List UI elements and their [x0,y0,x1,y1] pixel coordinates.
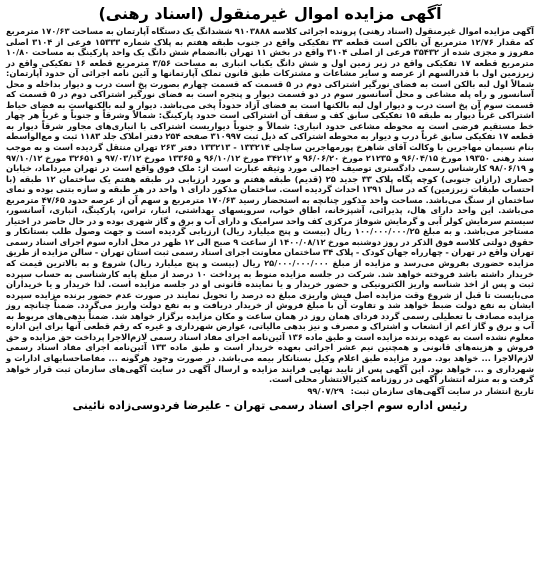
publish-line [6,386,534,397]
signature-line: رئیس اداره سوم اجرای اسناد رسمی تهران - علیرضا فردوسی‌زاده نائینی [72,398,468,412]
notice-footer [6,386,534,413]
notice-body: آگهی مزایده اموال غیرمنقول (اسناد رهنی) پرونده اجرائی کلاسه ۹۱۰۳۸۸۸ ششدانگ یک دستگاه آپارتمان به مساحت ۱۷۰/۶۳ مترمربع که مقدار ۱۲/۷۶ مترمربع آن بالکن است قطعه ۳۳ تفکیکی واقع در جنوب طبقه هفتم به پلاک شماره ۱۵۳۳۳ فرعی از ۳۱۰۴ اصلی مفروز و مجزی شده از ۳۵۴۳۲ فرعی از اصلی ۳۱۰۴ واقع در بخش ۱۱ تهران باانضمام شش دانگ یک واحد پارکینگ به مساحت ۱۰/۸۰ مترمربع قطعه ۱۷ تفکیکی واقع در زیر زمین اول و شش دانگ یکباب انباری به مساحت ۳/۵۶ مترمربع قطعه ۱۶ تفکیکی واقع در زیرزمین اول با قدرالسهم از عرصه و سایر مشاعات و مشترکات طبق قانون تملک آپارتمانها و آئین نامه اجرائی آن حدود آپارتمان: شمالاً اول لبه بالکن است به فضای نورگیر اشتراکی دوم در ۵ قسمت که قسمت چهارم بصورت پخ است درب و دیوار بداخله و محل آسانسور و راه پله مشاعی و محل آسانسور سوم در دو قسمت دیوار و پنجره است به فضای نورگیر اشتراکی دوم در ۵ قسمت که قسمت سوم آن پخ است درب و دیوار اول لبه بالکنها است به فضای آزاد حدوداً پخی می‌باشد. دیوار و لبه بالکنهاست به فضای حیاط اشتراکی غرباً دیوار به طبقه ۱۵ تفکیکی سابق کف و سقف آن اشتراکی است حدود پارکینگ: شمالاً وشرقاً و جنوباً و غرباً هر چهار خط مستقیم فرضی است به محوطه مشاعی حدود انباری: شمالاً و جنوباً دیواریست اشتراکی با انباری‌های مجاور شرقاً دیوار به قطعه ۱۷ تفکیکی سابق غرباً درب و دیوار به محوطه اشتراکی که ذیل ثبت ۳۱۰۹۹۷ صفحه ۲۵۴ دفتر املاک جلد ۱۱۸۳ ثبت و مع‌الواسطه بنام نسیمان مهاجرین با وکالت آقای شاهرخ پورمهاجرین ساچلی ۱۳۳۲۱۴ - ۱۳۳۲۱۳ دفتر ۲۶۳ تهران منتقل گردیده است و به موجب سند رهنی ۱۹۳۵۰ مورخ ۹۶/۰۴/۱۵ و ۲۱۲۳۵ مورخ ۹۶/۰۶/۲۰ و ۳۴۲۱۲ مورخ ۹۶/۱۰/۱۲ و ۱۳۳۶۵ مورخ ۹۷/۰۳/۱۲ و ۳۲۶۵۱ مورخ ۹۷/۱۰/۱۲ و ۹۸/۰۶/۱۹ کارشناس رسمی دادگستری توصیف اجمالی مورد وثیقه عبارت است از: ملک فوق واقع است در تهران میرداماد، خیابان حصاری (رازان جنوبی) کوچه پگاه پلاک ۳۳ جدید ۲۵ (قدیم) طبقه هفتم و مورد ارزیابی در طبقه هفتم یک ساختمان ۱۲ طبقه (با احتساب طبقات زیرزمین) که در سال ۱۳۹۱ احداث گردیده است. ساختمان مذکور دارای ۱ واحد در هر طبقه و سازه بتنی بوده و نمای ساختمان از سنگ می‌باشد. مساحت واحد مذکور چنانچه به استحضار رسید ۱۷۰/۶۳ مترمربع و سهم آن از عرصه حدود ۴۷/۶۵ مترمربع می‌باشد. این واحد دارای هال، پذیرائی، آشپزخانه، اطاق خواب، سرویسهای بهداشتی، انبار، تراس، پارکینگ، انباری، آسانسور، سیستم سرمایش کولر آبی و گرمایش شوفاژ مرکزی کف واحد سرامیک و دارای آب و برق و گاز شهری بوده و در حال حاضر در اختیار مستاجر می‌باشد. و به مبلغ ۱۰۰/۰۰۰/۰۰۰/۲۵ ریال (بیست و پنج میلیارد ریال) ارزیابی گردیده است و جهت وصول طلب بستانکار و حقوق دولتی کلاسه فوق الذکر در روز دوشنبه مورخ ۱۴۰۰/۰۸/۱۲ از ساعت ۹ صبح الی ۱۲ ظهر در محل اداره سوم اجرای اسناد رسمی تهران واقع در تهران - چهارراه جهان کودک - پلاک ۳۴ ساختمان معاونت اجرای اسناد رسمی ثبت استان تهران - سالن مزایده از طریق مزایده حضوری بفروش می‌رسد و مزایده از مبلغ ۲۵/۰۰۰/۰۰۰/۰۰۰ ریال (بیست و پنج میلیارد ریال) شروع و به بالاترین قیمت که خریدار داشته باشد فروخته خواهد شد. شرکت در جلسه مزایده منوط به پرداخت ۱۰ درصد از مبلغ پایه کارشناسی به حساب سپرده ثبت و پس از اخذ شناسه واریز الکترونیکی و حضور خریدار و یا نماینده قانونی او در جلسه مزایده است. لذا خریدار و یا خریداران می‌بایست تا قبل از شروع وقت مزایده اصل فیش واریزی مبلغ ده درصد را تحویل نمایند در صورت عدم حضور برنده مزایده سپرده ایشان به نفع دولت ضبط خواهد شد و تفاوت آن با مبلغ فروش از خریدار دریافت و به نفع دولت واریز می‌گردد. ضمناً چنانچه روز مزایده مصادف با تعطیلی رسمی گردد فردای همان روز در همان ساعت و مکان مزایده برگزار خواهد شد. ضمناً بدهی‌های مربوط به آب و برق و گاز اعم از انشعاب و اشتراک و مصرف و نیز بدهی مالیاتی، عوارض شهرداری و غیره که رقم قطعی آنها برای این اداره معلوم نشده است به عهده برنده مزایده است و طبق ماده ۱۳۶ آئین‌نامه اجرای مفاد اسناد رسمی لازم‌الاجرا پرداخت حق مزایده و حق فروش و هزینه‌های قانونی و همچنین نیم عشر اجرائی بعهده خریدار است و طبق ماده ۱۳۳ آئین‌نامه اجرای مفاد اسناد رسمی لازم‌الاجرا ... خواهد بود. مورد مزایده طبق اعلام وکیل بستانکار بیمه می‌باشد. در صورت وجود هرگونه ... مفاصاحسابهای ادارات و شهرداری و ... خواهد بود. این آگهی پس از تایید نهایی فرایند مزایده و ارسال آگهی در سایت آگهی‌های سازمان ثبت قرار خواهد گرفت و به منزله انتشار آگهی در روزنامه کثیرالانتشار محلی است. [6,26,535,385]
notice-title: آگهی مزایده اموال غیرمنقول (اسناد رهنی) [98,4,442,23]
publish-label: تاریخ انتشار در سایت آگهی‌های سازمان ثبت: [350,385,534,396]
publish-date: ۹۹/۰۷/۲۹ [307,385,344,396]
